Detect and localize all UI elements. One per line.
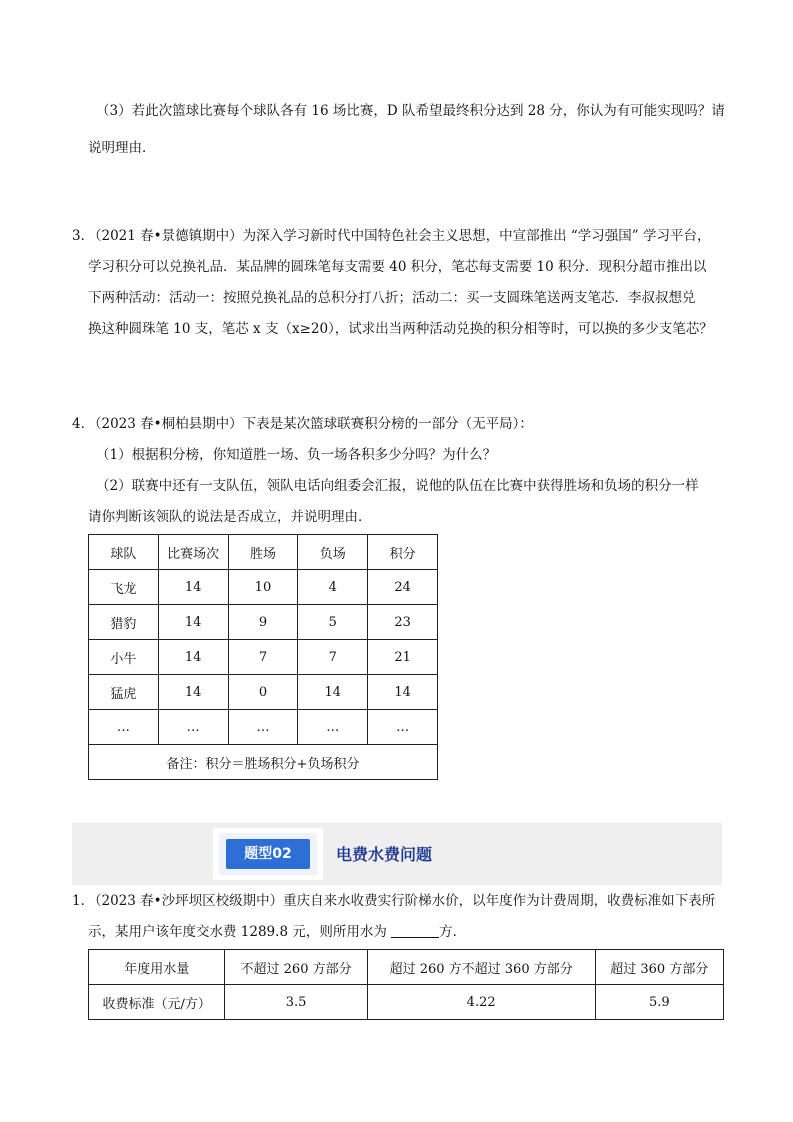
problem-3 — [72, 221, 728, 345]
table-row — [89, 985, 724, 1020]
table-header-cell: 不超过 260 方部分 — [225, 950, 367, 985]
table-header-cell: 超过 360 方部分 — [595, 950, 723, 985]
problem-3-line: 学习积分可以兑换礼品．某品牌的圆珠笔每支需要 40 积分，笔芯每支需要 10 积分．现积分超市推出以 — [88, 259, 707, 275]
table-header-row — [89, 535, 438, 570]
table-cell: 3.5 — [225, 985, 367, 1020]
table-cell: 7 — [298, 640, 368, 675]
table-cell: 4.22 — [367, 985, 595, 1020]
table-header-cell: 积分 — [368, 535, 438, 570]
table-header-cell: 超过 260 方不超过 360 方部分 — [367, 950, 595, 985]
q3-part3-line2: 说明理由． — [88, 140, 156, 156]
section-title: 电费水费问题 — [336, 845, 433, 864]
water-fee-table — [88, 949, 724, 1020]
table-cell: 猛虎 — [89, 675, 159, 710]
table-row — [89, 675, 438, 710]
table-cell: 21 — [368, 640, 438, 675]
table-header-row — [89, 950, 724, 985]
table-cell: 24 — [368, 570, 438, 605]
table-cell: 7 — [228, 640, 298, 675]
section-tag — [213, 828, 323, 880]
table-header-cell: 负场 — [298, 535, 368, 570]
table-cell: 14 — [158, 640, 228, 675]
problem-4 — [72, 409, 728, 533]
table-cell: 飞龙 — [89, 570, 159, 605]
standings-table — [88, 534, 438, 780]
problem-4-sub2b: 请你判断该领队的说法是否成立，并说明理由． — [88, 509, 372, 525]
table-cell: 10 — [228, 570, 298, 605]
table-header-cell: 年度用水量 — [89, 950, 225, 985]
problem-3-line: （2021 春•景德镇期中）为深入学习新时代中国特色社会主义思想，中宣部推出 “学习强国” 学习平台， — [88, 228, 711, 244]
table-note: 备注：积分＝胜场积分+负场积分 — [89, 745, 438, 780]
answer-blank[interactable] — [391, 923, 439, 938]
table-cell: 4 — [298, 570, 368, 605]
table-cell: 0 — [228, 675, 298, 710]
table-cell: 14 — [158, 675, 228, 710]
problem-4-number: 4． — [72, 416, 95, 432]
table-cell: 14 — [158, 570, 228, 605]
table-row — [89, 640, 438, 675]
section-tag-label: 题型02 — [226, 839, 310, 869]
table-cell: 猎豹 — [89, 605, 159, 640]
table-cell: … — [298, 710, 368, 745]
problem-3-line: 换这种圆珠笔 10 支，笔芯 x 支（x≥20），试求出当两种活动兑换的积分相等时，可以换的多少支笔芯？ — [88, 321, 713, 337]
problem-3-number: 3． — [72, 228, 95, 244]
table-cell: 14 — [298, 675, 368, 710]
problem-water-line1: （2023 春•沙坪坝区校级期中）重庆自来水收费实行阶梯水价，以年度作为计费周期，收费标准如下表所 — [88, 893, 716, 909]
table-cell: 收费标准（元/方） — [89, 985, 225, 1020]
table-cell: 23 — [368, 605, 438, 640]
table-cell: 5 — [298, 605, 368, 640]
problem-3-line: 下两种活动：活动一：按照兑换礼品的总积分打八折；活动二：买一支圆珠笔送两支笔芯．李叔叔想兑 — [88, 290, 696, 306]
problem-4-sub2: （2）联赛中还有一支队伍，领队电话向组委会汇报，说他的队伍在比赛中获得胜场和负场的积分一样 — [96, 478, 699, 494]
table-row — [89, 570, 438, 605]
problem-water-number: 1． — [72, 893, 95, 909]
problem-water-line2 — [88, 917, 728, 948]
table-header-cell: 球队 — [89, 535, 159, 570]
problem-water-line2a: 示，某用户该年度交水费 1289.8 元，则所用水为 — [88, 924, 387, 940]
q3-part3 — [96, 96, 736, 127]
table-cell: 小牛 — [89, 640, 159, 675]
table-cell: 9 — [228, 605, 298, 640]
table-cell: 14 — [158, 605, 228, 640]
problem-water-line2b: 方． — [439, 924, 467, 940]
table-header-cell: 胜场 — [228, 535, 298, 570]
problem-water — [72, 886, 728, 948]
q3-part3-cont — [88, 133, 728, 164]
table-cell: 5.9 — [595, 985, 723, 1020]
table-row — [89, 605, 438, 640]
table-note-row — [89, 745, 438, 780]
table-cell: … — [158, 710, 228, 745]
table-cell: … — [89, 710, 159, 745]
table-cell: … — [368, 710, 438, 745]
table-cell: … — [228, 710, 298, 745]
table-cell: 14 — [368, 675, 438, 710]
table-row — [89, 710, 438, 745]
table-header-cell: 比赛场次 — [158, 535, 228, 570]
problem-4-intro: （2023 春•桐柏县期中）下表是某次篮球联赛积分榜的一部分（无平局）： — [88, 416, 533, 432]
problem-4-sub1: （1）根据积分榜，你知道胜一场、负一场各积多少分吗？为什么？ — [96, 447, 497, 463]
q3-part3-line1: （3）若此次篮球比赛每个球队各有 16 场比赛，D 队希望最终积分达到 28 分，你认为有可能实现吗？请 — [96, 103, 725, 119]
